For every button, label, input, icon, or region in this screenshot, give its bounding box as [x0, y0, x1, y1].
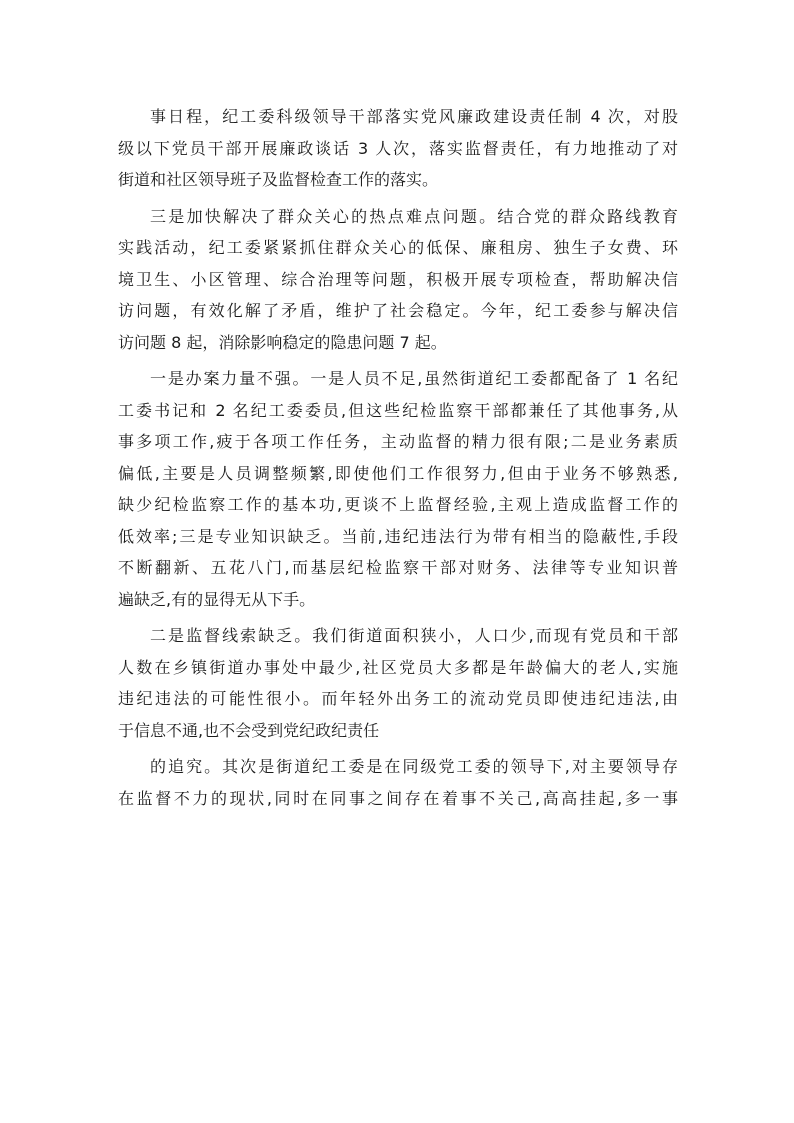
- text-line: 事多项工作,疲于各项工作任务，主动监督的精力很有限;二是业务素质: [118, 432, 678, 451]
- text-line: 访问题 8 起，消除影响稳定的隐患问题 7 起。: [118, 332, 447, 352]
- paragraph-5: [118, 751, 678, 814]
- paragraph-2: [118, 201, 678, 359]
- text-line: 于信息不通,也不会受到党纪政纪责任: [118, 720, 380, 740]
- text-line: 偏低,主要是人员调整频繁,即使他们工作很努力,但由于业务不够熟悉,: [118, 463, 678, 483]
- text-line: 人数在乡镇街道办事处中最少,社区党员大多都是年龄偏大的老人,实施: [118, 657, 678, 677]
- paragraph-1: [118, 101, 678, 196]
- text-line: 级以下党员干部开展廉政谈话 3 人次，落实监督责任，有力地推动了对: [118, 138, 678, 158]
- text-line: 在监督不力的现状,同时在同事之间存在着事不关己,高高挂起,多一事: [118, 788, 678, 808]
- text-line: 访问题，有效化解了矛盾，维护了社会稳定。今年，纪工委参与解决信: [118, 301, 678, 320]
- text-line: 缺少纪检监察工作的基本功,更谈不上监督经验,主观上造成监督工作的: [118, 495, 678, 514]
- text-line: 二是监督线索缺乏。我们街道面积狭小，人口少,而现有党员和干部: [150, 626, 678, 645]
- text-line: 不断翻新、五花八门,而基层纪检监察干部对财务、法律等专业知识普: [118, 558, 678, 577]
- text-line: 违纪违法的可能性很小。而年轻外出务工的流动党员即使违纪违法,由: [118, 689, 678, 708]
- text-line: 遍缺乏,有的显得无从下手。: [118, 589, 316, 609]
- text-line: 工委书记和 2 名纪工委委员,但这些纪检监察干部都兼任了其他事务,从: [118, 400, 678, 420]
- text-line: 一是办案力量不强。一是人员不足,虽然街道纪工委都配备了 1 名纪: [150, 369, 678, 388]
- document-page: [118, 101, 678, 819]
- text-line: 街道和社区领导班子及监督检查工作的落实。: [118, 170, 439, 189]
- text-line: 的追究。其次是街道纪工委是在同级党工委的领导下,对主要领导存: [150, 757, 678, 776]
- text-line: 境卫生、小区管理、综合治理等问题，积极开展专项检查，帮助解决信: [118, 269, 678, 289]
- text-line: 三是加快解决了群众关心的热点难点问题。结合党的群众路线教育: [150, 206, 678, 226]
- text-line: 实践活动，纪工委紧紧抓住群众关心的低保、廉租房、独生子女费、环: [118, 238, 678, 257]
- text-line: 事日程，纪工委科级领导干部落实党风廉政建设责任制 4 次，对股: [150, 107, 678, 126]
- paragraph-3: [118, 363, 678, 615]
- paragraph-4: [118, 620, 678, 746]
- text-line: 低效率;三是专业知识缺乏。当前,违纪违法行为带有相当的隐蔽性,手段: [118, 526, 678, 546]
